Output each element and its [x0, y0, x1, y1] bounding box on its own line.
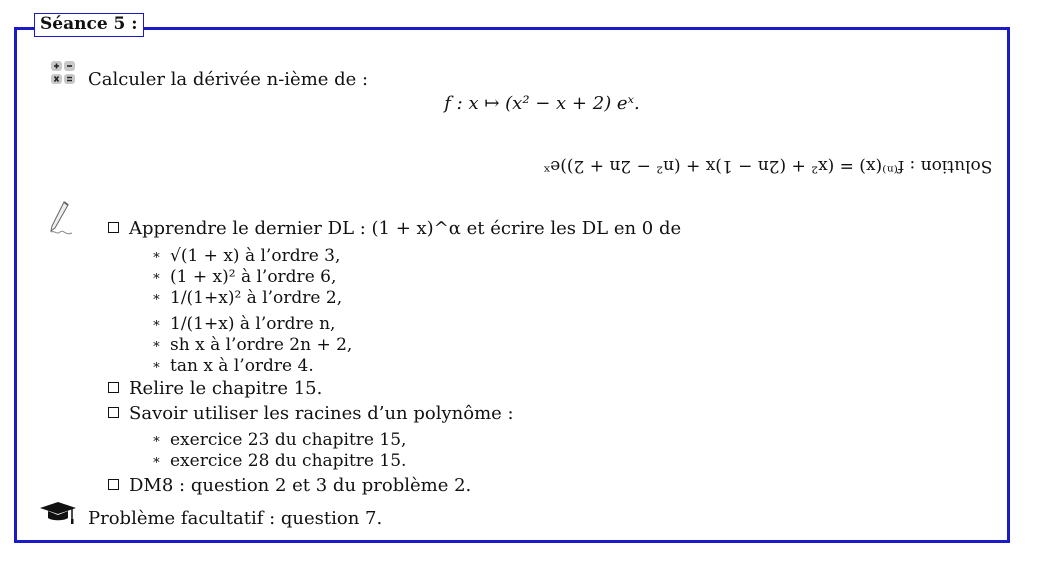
list-item — [152, 429, 406, 451]
task-label: Relire le chapitre 15. — [129, 378, 323, 399]
bullet-icon: ∗ — [152, 337, 161, 352]
pen-icon — [46, 200, 76, 238]
bullet-icon: ∗ — [152, 248, 161, 263]
solution-upside-down — [543, 155, 992, 177]
task-checkbox[interactable] — [108, 407, 119, 418]
bullet-icon: ∗ — [152, 316, 161, 331]
list-item-text: exercice 23 du chapitre 15, — [170, 430, 407, 450]
calculator-icon — [50, 60, 76, 86]
calc-instruction-text: Calculer la dérivée n-ième de : — [88, 69, 369, 90]
bullet-icon: ∗ — [152, 269, 161, 284]
list-item-text: √(1 + x) à l’ordre 3, — [170, 246, 341, 266]
task-checkbox[interactable] — [108, 222, 119, 233]
optional-problem — [88, 508, 382, 530]
task-item — [108, 378, 322, 400]
list-item — [152, 450, 406, 472]
list-item — [152, 334, 352, 356]
list-item — [152, 355, 314, 377]
list-item — [152, 266, 336, 288]
list-item-text: 1/(1+x) à l’ordre n, — [170, 314, 336, 334]
solution-text: Solution : f⁽ⁿ⁾(x) = (x² + (2n − 1)x + (n² − 2n + 2))eˣ — [542, 156, 992, 176]
list-item — [152, 245, 340, 267]
bullet-icon: ∗ — [152, 453, 161, 468]
list-item — [152, 313, 335, 335]
list-item-text: 1/(1+x)² à l’ordre 2, — [170, 288, 343, 308]
bullet-icon: ∗ — [152, 358, 161, 373]
list-item-text: exercice 28 du chapitre 15. — [170, 451, 407, 471]
session-title: Séance 5 : — [34, 13, 144, 37]
bullet-icon: ∗ — [152, 290, 161, 305]
optional-problem-text: Problème facultatif : question 7. — [88, 508, 383, 529]
list-item-text: tan x à l’ordre 4. — [170, 356, 314, 376]
task-label: Apprendre le dernier DL : (1 + x)^α et écrire les DL en 0 de — [129, 218, 682, 239]
calc-formula-text: f : x ↦ (x² − x + 2) eˣ. — [444, 93, 640, 114]
list-item-text: (1 + x)² à l’ordre 6, — [170, 267, 337, 287]
calc-instruction — [88, 69, 368, 91]
task-label: DM8 : question 2 et 3 du problème 2. — [129, 475, 472, 496]
task-item — [108, 403, 514, 425]
task-checkbox[interactable] — [108, 382, 119, 393]
task-item — [108, 218, 681, 240]
bullet-icon: ∗ — [152, 432, 161, 447]
task-checkbox[interactable] — [108, 479, 119, 490]
list-item — [152, 287, 342, 309]
calc-formula — [0, 93, 1054, 115]
task-label: Savoir utiliser les racines d’un polynôme : — [129, 403, 514, 424]
task-item — [108, 475, 471, 497]
graduation-cap-icon — [38, 500, 78, 526]
list-item-text: sh x à l’ordre 2n + 2, — [170, 335, 353, 355]
